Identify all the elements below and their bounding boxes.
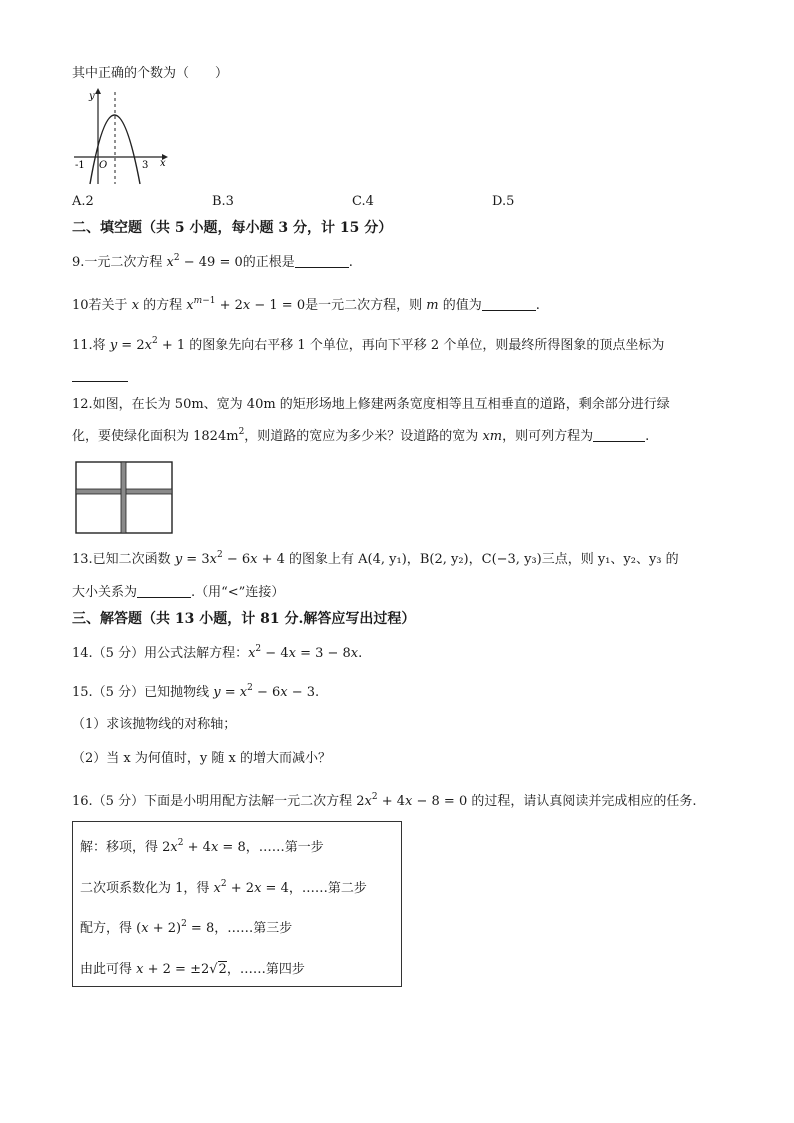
question-12-line2: 化，要使绿化面积为 $1824m^2$，则道路的宽应为多少米？设道路的宽为 xm，则可列方程为 . xyxy=(72,427,650,444)
graph-label-x: x xyxy=(160,158,166,169)
question-13-line1: 13.已知二次函数 $y = 3x^2 - 6x + 4$ 的图象上有 A(4, y₁)，B(2, y₂)，C(−3, y₃)三点，则 y₁、y₂、y₃ 的 xyxy=(72,550,679,567)
solution-step-1: 解：移项，得 $2x^2 + 4x = 8$，……第一步 xyxy=(80,838,324,855)
graph-label-three: 3 xyxy=(142,160,149,171)
y-axis-arrow xyxy=(95,88,101,94)
vertical-road xyxy=(121,462,126,533)
question-15-part1: （1）求该抛物线的对称轴； xyxy=(72,717,237,732)
question-10: 10若关于 x 的方程 $x^{m-1} + 2x - 1 = 0$是一元二次方程，则 m 的值为 . xyxy=(72,296,540,313)
graph-label-origin: O xyxy=(99,160,108,171)
option-d: D.5 xyxy=(492,194,515,209)
question-15: 15.（5 分）已知抛物线 $y = x^2 - 6x - 3$. xyxy=(72,683,320,700)
section-3-heading: 三、解答题（共 13 小题，计 81 分.解答应写出过程） xyxy=(72,611,416,627)
question-11-answer-blank xyxy=(72,368,128,386)
solution-step-3: 配方，得 $(x + 2)^2 = 8$，……第三步 xyxy=(80,919,293,936)
question-16: 16.（5 分）下面是小明用配方法解一元二次方程 $2x^2 + 4x - 8 = 0$ 的过程，请认真阅读并完成相应的任务. xyxy=(72,792,697,809)
solution-box xyxy=(72,821,402,987)
section-2-heading: 二、填空题（共 5 小题，每小题 3 分，计 15 分） xyxy=(72,220,393,236)
option-b: B.3 xyxy=(212,194,234,209)
question-11: 11.将 $y = 2x^2 + 1$ 的图象先向右平移 1 个单位，再向下平移 2 个单位，则最终所得图象的顶点坐标为 xyxy=(72,336,665,353)
question-15-part2: （2）当 x 为何值时，y 随 x 的增大而减小？ xyxy=(72,751,331,766)
question-9: 9.一元二次方程 $x^2 - 49 = 0$的正根是 . xyxy=(72,253,353,270)
question-intro: 其中正确的个数为（ ） xyxy=(72,66,229,81)
parabola-figure xyxy=(72,86,172,186)
solution-step-4: 由此可得 x + 2 = ±2√2，……第四步 xyxy=(80,962,305,977)
option-c: C.4 xyxy=(352,194,374,209)
question-12-line1: 12.如图，在长为 50m、宽为 40m 的矩形场地上修建两条宽度相等且互相垂直的道路，剩余部分进行绿 xyxy=(72,397,670,412)
field-figure xyxy=(75,461,175,535)
graph-label-y: y xyxy=(89,91,95,102)
option-a: A.2 xyxy=(72,194,94,209)
question-13-line2: 大小关系为 .（用“<”连接） xyxy=(72,585,285,600)
solution-step-2: 二次项系数化为 1，得 $x^2 + 2x = 4$，……第二步 xyxy=(80,879,367,896)
graph-label-minus1: -1 xyxy=(75,160,85,171)
question-14: 14.（5 分）用公式法解方程：$x^2 - 4x = 3 - 8x$. xyxy=(72,644,363,661)
